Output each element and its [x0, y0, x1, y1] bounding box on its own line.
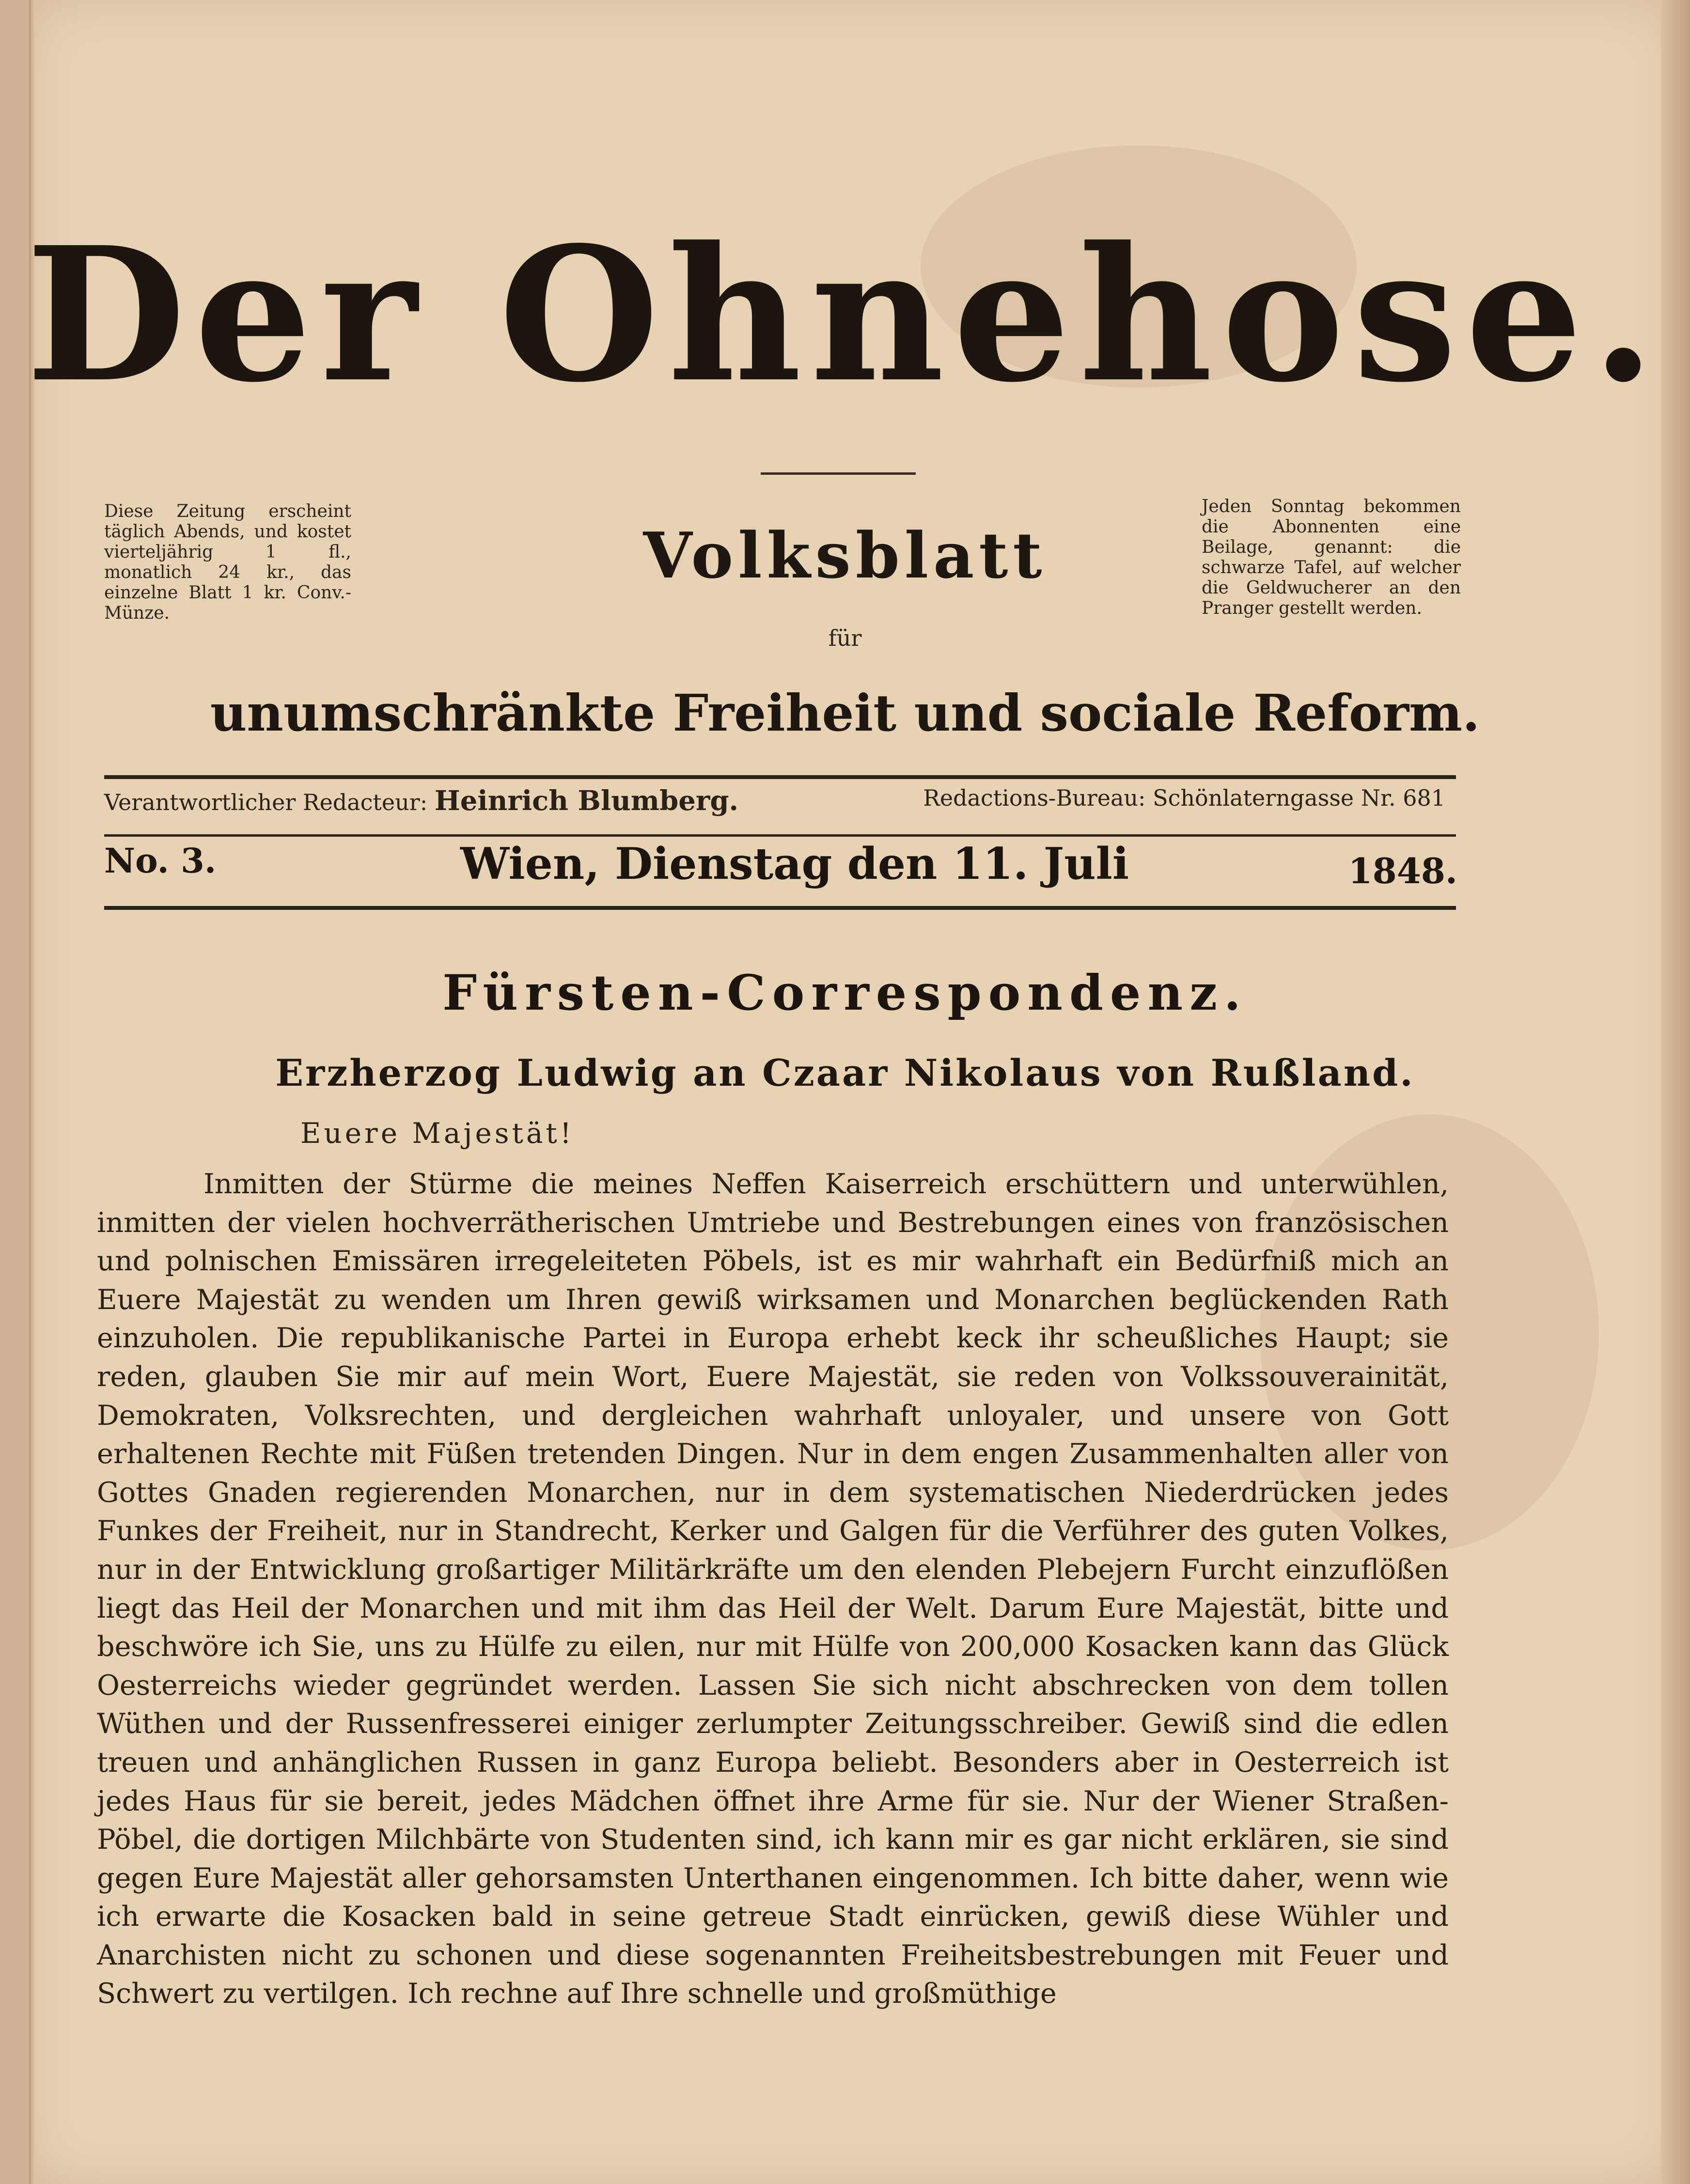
editor-line: [104, 785, 738, 817]
subscription-info: Diese Zeitung erscheint täglich Abends, und kostet vierteljährig 1 fl., monatlich 24 kr., das einzelne Blatt 1 kr. Conv.-Münze.: [104, 501, 351, 623]
masthead-divider: [761, 472, 916, 475]
issue-year: 1848.: [1348, 850, 1457, 891]
rule-bottom: [104, 906, 1456, 910]
article-headline: Fürsten-Correspondenz.: [442, 964, 1248, 1021]
article-body: Inmitten der Stürme die meines Neffen Kaiserreich erschüttern und unterwühlen, inmitten der vielen hochverrätherischen Umtriebe und Bestrebungen eines von französischen und polnischen Emissären irregeleiteten Pöbels, ist es mir wahrhaft ein Bedürfniß mich an Euere Majestät zu wenden um Ihren gewiß wirksamen und Monarchen beglückenden Rath einzuholen. Die republikanische Partei in Europa erhebt keck ihr scheußliches Haupt; sie reden, glauben Sie mir auf mein Wort, Euere Majestät, sie reden von Volkssouverainität, Demokraten, Volksrechten, und dergleichen wahrhaft unloyaler, und unsere von Gott erhaltenen Rechte mit Füßen tretenden Dingen. Nur in dem engen Zusammenhalten aller von Gottes Gnaden regierenden Monarchen, nur in dem systematischen Niederdrücken jedes Funkes der Freiheit, nur in Standrecht, Kerker und Galgen für die Verführer des guten Volkes, nur in der Entwicklung großartiger Militärkräfte um den elenden Plebejern Furcht einzuflößen liegt das Heil der Monarchen und mit ihm das Heil der Welt. Darum Eure Majestät, bitte und beschwöre ich Sie, uns zu Hülfe zu eilen, nur mit Hülfe von 200,000 Kosacken kann das Glück Oesterreichs wieder gegründet werden. Lassen Sie sich nicht abschrecken von dem tollen Wüthen und der Russenfresserei einiger zerlumpter Zeitungsschreiber. Gewiß sind die edlen treuen und anhänglichen Russen in ganz Europa beliebt. Besonders aber in Oesterreich ist jedes Haus für sie bereit, jedes Mädchen öffnet ihre Arme für sie. Nur der Wiener Straßen-Pöbel, die dortigen Milchbärte von Studenten sind, ich kann mir es gar nicht erklären, sie sind gegen Eure Majestät aller gehorsamsten Unterthanen eingenommen. Ich bitte daher, wenn wie ich erwarte die Kosacken bald in seine getreue Stadt einrücken, gewiß diese Wühler und Anarchisten nicht zu schonen und diese sogenannten Freiheitsbestrebungen mit Feuer und Schwert zu vertilgen. Ich rechne auf Ihre schnelle und großmüthige: [97, 1168, 1449, 2010]
rule-middle: [104, 834, 1456, 837]
subtitle: Volksblatt: [643, 518, 1047, 593]
article-subhead: Erzherzog Ludwig an Czaar Nikolaus von Rußland.: [275, 1051, 1415, 1094]
editor-label: Verantwortlicher Redacteur:: [104, 789, 428, 815]
subtitle-connector: für: [828, 625, 862, 651]
supplement-info: Jeden Sonntag bekommen die Abonnenten eine Beilage, genannt: die schwarze Tafel, auf welcher die Geldwucherer an den Pranger gestellt werden.: [1202, 497, 1461, 618]
masthead-title: Der Ohnehose.: [26, 206, 1664, 423]
editor-name: Heinrich Blumberg.: [434, 785, 739, 817]
issue-date: Wien, Dienstag den 11. Juli: [460, 838, 1129, 889]
article-salutation: Euere Majestät!: [300, 1117, 575, 1150]
office-address: Redactions-Bureau: Schönlaterngasse Nr. 681: [923, 785, 1445, 811]
issue-number: No. 3.: [104, 841, 217, 881]
tagline: unumschränkte Freiheit und sociale Reform.: [210, 683, 1480, 743]
rule-top: [104, 775, 1456, 779]
